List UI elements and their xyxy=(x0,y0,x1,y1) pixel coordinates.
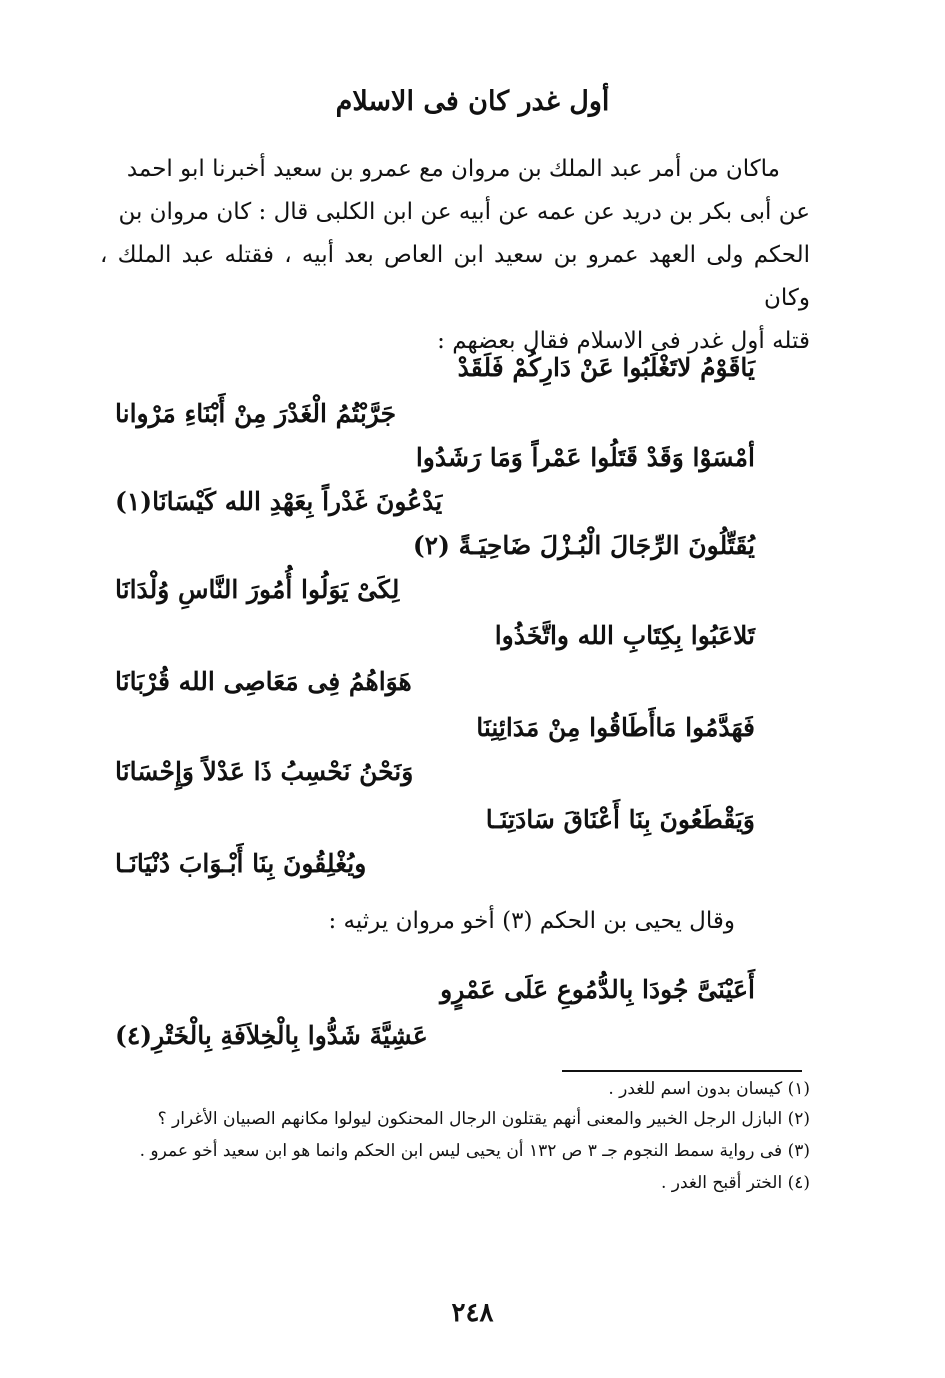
poem-verse-second-half: جَرَّبْتُمُ الْغَدْرَ مِنْ أَبْنَاءِ مَرْوانا xyxy=(115,399,397,428)
poem-verse-second-half: يَدْعُونَ غَدْراً بِعَهْدِ الله كَيْسَانَا(١) xyxy=(115,487,443,516)
poem-verse-first-half: فَهَدَّمُوا مَاأَطَاقُوا مِنْ مَدَائِنِنَا xyxy=(476,713,755,742)
poem-verse-second-half: هَوَاهُمُ فِى مَعَاصِى الله قُرْبَانَا xyxy=(115,667,412,696)
poem-verse-first-half: أَعَيْنَىَّ جُودَا بِالدُّمُوعِ عَلَى عَمْرٍو xyxy=(440,975,755,1004)
footnote: (٣) فى رواية سمط النجوم جـ ٣ ص ١٣٢ أن يحيى ليس ابن الحكم وانما هو ابن سعيد أخو عمرو . xyxy=(139,1141,810,1161)
poem-verse-second-half: وَنَحْنُ نَحْسِبُ ذَا عَدْلاً وَإِحْسَانَا xyxy=(115,757,414,786)
intro-paragraph xyxy=(100,148,810,363)
second-poem-intro: وقال يحيى بن الحكم (٣) أخو مروان يرثيه : xyxy=(328,908,735,934)
chapter-title: أول غدر كان فى الاسلام xyxy=(335,86,610,117)
poem-verse-first-half: يُقَتِّلُونَ الرِّجَالَ الْبُـزْلَ ضَاحِيَـةً (٢) xyxy=(412,531,755,560)
poem-verse-second-half: لِكَىْ يَوَلُوا أُمُورَ النَّاسِ وُلْدَانَا xyxy=(115,575,400,604)
intro-line: قتله أول غدر فى الاسلام فقال بعضهم : xyxy=(437,328,810,354)
intro-line: عن أبى بكر بن دريد عن عمه عن أبيه عن ابن الكلبى قال : كان مروان بن xyxy=(118,199,810,225)
poem-verse-second-half: عَشِيَّةَ شَدُّوا بِالْخِلاَفَةِ بِالْخَتْرِ(٤) xyxy=(115,1021,428,1050)
footnote: (٢) البازل الرجل الخبير والمعنى أنهم يقتلون الرجال المحنكون ليولوا مكانهم الصبيان الأغرار ؟ xyxy=(157,1109,810,1129)
page-number: ٢٤٨ xyxy=(451,1298,494,1328)
footnote: (١) كيسان بدون اسم للغدر . xyxy=(608,1079,810,1099)
poem-verse-first-half: أمْسَوْا وَقَدْ قَتَلُوا عَمْراً وَمَا رَشَدُوا xyxy=(415,443,755,472)
poem-verse-first-half: يَاقَوْمُ لاتَغْلَبُوا عَنْ دَارِكُمْ فَلَقَدْ xyxy=(457,353,755,382)
footnote: (٤) الختر أقبح الغدر . xyxy=(660,1173,810,1193)
poem-verse-first-half: وَيَقْطَعُونَ بِنَا أَعْنَاقَ سَادَتِنَـا xyxy=(485,805,755,834)
poem-verse-first-half: تَلاعَبُوا بِكِتَابِ الله واتَّخَذُوا xyxy=(494,621,755,650)
poem-verse-second-half: ويُغْلِقُونَ بِنَا أَبْـوَابَ دُنْيَانَـا xyxy=(115,849,367,878)
intro-line: ماكان من أمر عبد الملك بن مروان مع عمرو بن سعيد أخبرنا ابو احمد xyxy=(126,156,780,182)
footnote-divider xyxy=(562,1070,802,1072)
intro-line: الحكم ولى العهد عمرو بن سعيد ابن العاص بعد أبيه ، فقتله عبد الملك ، وكان xyxy=(100,242,810,311)
